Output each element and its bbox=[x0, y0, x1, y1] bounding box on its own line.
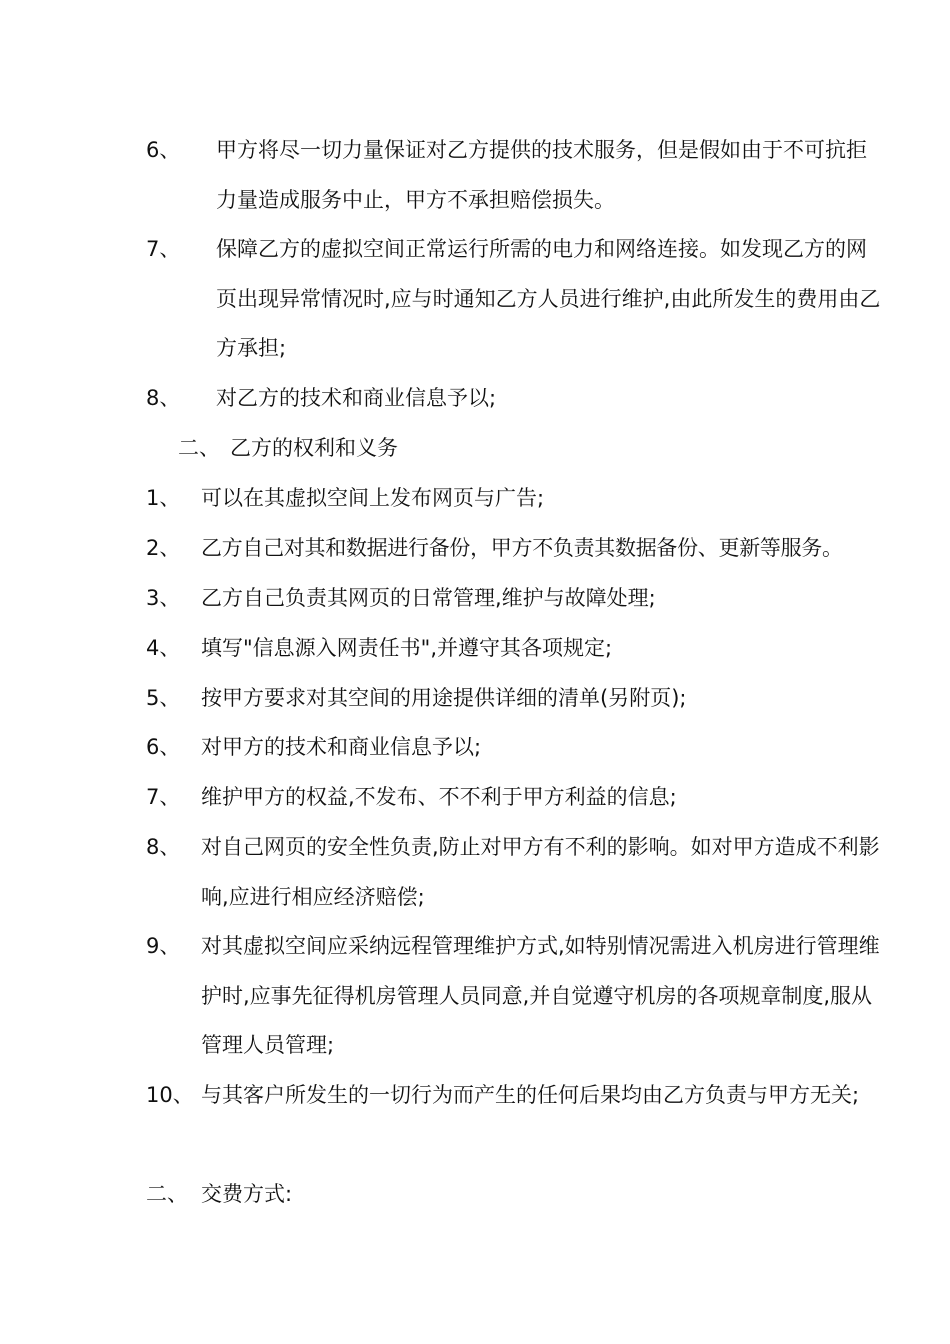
item-text: 交费方式: bbox=[201, 1182, 293, 1206]
item-number: 7、 bbox=[146, 785, 181, 809]
item-text: 乙方自己负责其网页的日常管理,维护与故障处理; bbox=[201, 586, 656, 610]
item-text: 与其客户所发生的一切行为而产生的任何后果均由乙方负责与甲方无关; bbox=[201, 1083, 860, 1107]
list-item-b-4 bbox=[146, 624, 886, 674]
list-item-b-10 bbox=[146, 1071, 886, 1121]
list-item-a-7 bbox=[146, 225, 886, 374]
item-number: 8、 bbox=[146, 386, 181, 410]
item-text: 对乙方的技术和商业信息予以; bbox=[216, 386, 497, 410]
list-item-b-2 bbox=[146, 524, 906, 574]
item-text: 填写"信息源入网责任书",并遵守其各项规定; bbox=[201, 636, 613, 660]
item-text: 可以在其虚拟空间上发布网页与广告; bbox=[201, 486, 545, 510]
item-number: 二、 bbox=[146, 1182, 188, 1206]
item-text: 保障乙方的虚拟空间正常运行所需的电力和网络连接。如发现乙方的网页出现异常情况时,应与时通知乙方人员进行维护,由此所发生的费用由乙方承担; bbox=[216, 237, 881, 360]
item-number: 5、 bbox=[146, 686, 181, 710]
list-item-a-8 bbox=[146, 374, 886, 424]
item-number: 4、 bbox=[146, 636, 181, 660]
item-number: 9、 bbox=[146, 934, 181, 958]
item-number: 1、 bbox=[146, 486, 181, 510]
item-text: 乙方自己对其和数据进行备份，甲方不负责其数据备份、更新等服务。 bbox=[201, 536, 843, 560]
list-item-b-1 bbox=[146, 474, 886, 524]
section-heading-title: 乙方的权利和义务 bbox=[230, 436, 398, 460]
item-text: 按甲方要求对其空间的用途提供详细的清单(另附页); bbox=[201, 686, 687, 710]
list-item-b-8 bbox=[146, 823, 886, 922]
list-item-b-6 bbox=[146, 723, 886, 773]
list-item-b-9 bbox=[146, 922, 886, 1071]
item-number: 7、 bbox=[146, 237, 181, 261]
item-number: 6、 bbox=[146, 138, 181, 162]
list-item-b-7 bbox=[146, 773, 886, 823]
section-heading bbox=[178, 424, 398, 474]
item-number: 6、 bbox=[146, 735, 181, 759]
section-heading-number: 二、 bbox=[178, 436, 220, 460]
item-text: 甲方将尽一切力量保证对乙方提供的技术服务，但是假如由于不可抗拒力量造成服务中止，甲方不承担赔偿损失。 bbox=[216, 138, 867, 212]
item-number: 10、 bbox=[146, 1083, 194, 1107]
item-number: 2、 bbox=[146, 536, 181, 560]
list-item-a-6 bbox=[146, 126, 886, 225]
item-number: 3、 bbox=[146, 586, 181, 610]
item-text: 维护甲方的权益,不发布、不不利于甲方利益的信息; bbox=[201, 785, 677, 809]
item-text: 对自己网页的安全性负责,防止对甲方有不利的影响。如对甲方造成不利影响,应进行相应经济赔偿; bbox=[201, 835, 880, 909]
list-item-b-5 bbox=[146, 674, 886, 724]
list-item-b-3 bbox=[146, 574, 886, 624]
item-text: 对甲方的技术和商业信息予以; bbox=[201, 735, 482, 759]
section-payment bbox=[146, 1170, 886, 1220]
item-number: 8、 bbox=[146, 835, 181, 859]
item-text: 对其虚拟空间应采纳远程管理维护方式,如特别情况需进入机房进行管理维护时,应事先征得机房管理人员同意,并自觉遵守机房的各项规章制度,服从管理人员管理; bbox=[201, 934, 880, 1057]
